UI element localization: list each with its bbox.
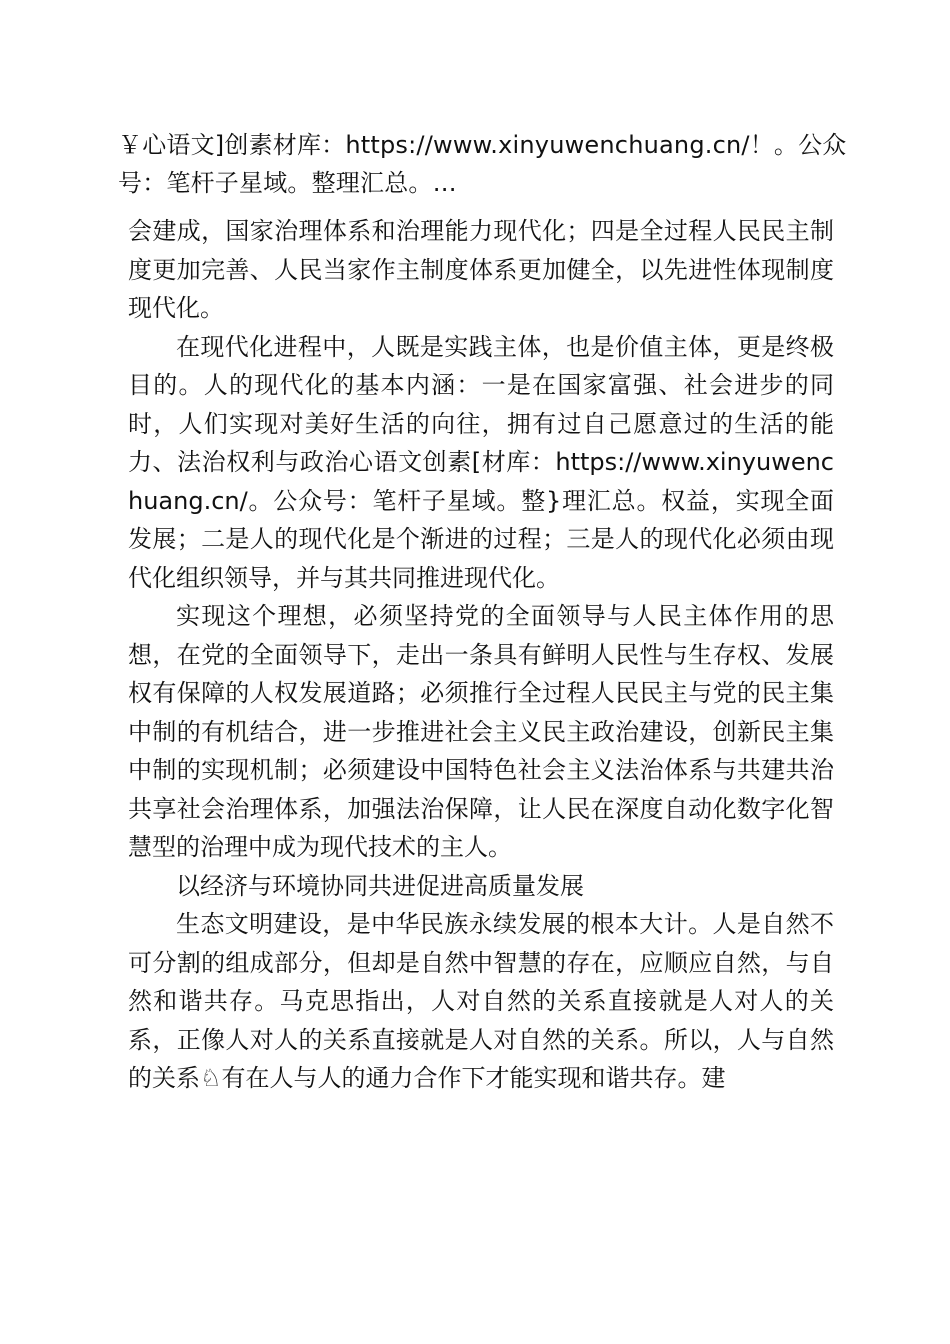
document-body <box>128 212 834 1098</box>
source-watermark-note: ￥心语文]创素材库：https://www.xinyuwenchuang.cn/！。公众号：笔杆子星域。整理汇总。… <box>118 131 847 197</box>
section-heading-economy-environment: 以经济与环境协同共进促进高质量发展 <box>176 871 584 900</box>
paragraph-human-modernization: 在现代化进程中，人既是实践主体，也是价值主体，更是终极目的。人的现代化的基本内涵：一是在国家富强、社会进步的同时，人们实现对美好生活的向往，拥有过自己愿意过的生活的能力、法治权利与政治心语文创素[材库：https://www.xinyuwenchuang.cn/。公众号：笔杆子星域。整}理汇总。权益，实现全面发展；二是人的现代化是个渐进的过程；三是人的现代化必须由现代化组织领导，并与其共同推进现代化。 <box>128 332 834 592</box>
paragraph-realize-ideal: 实现这个理想，必须坚持党的全面领导与人民主体作用的思想，在党的全面领导下，走出一条具有鲜明人民性与生存权、发展权有保障的人权发展道路；必须推行全过程人民民主与党的民主集中制的有机结合，进一步推进社会主义民主政治建设，创新民主集中制的实现机制；必须建设中国特色社会主义法治体系与共建共治共享社会治理体系，加强法治保障，让人民在深度自动化数字化智慧型的治理中成为现代技术的主人。 <box>128 602 834 861</box>
paragraph-ecological-civilization: 生态文明建设，是中华民族永续发展的根本大计。人是自然不可分割的组成部分，但却是自然中智慧的存在，应顺应自然，与自然和谐共存。马克思指出，人对自然的关系直接就是人对人的关系，正像人对人的关系直接就是人对自然的关系。所以，人与自然的关系♘有在人与人的通力合作下才能实现和谐共存。建 <box>128 910 834 1092</box>
paragraph-continuation: 会建成，国家治理体系和治理能力现代化；四是全过程人民民主制度更加完善、人民当家作主制度体系更加健全，以先进性体现制度现代化。 <box>128 217 834 322</box>
